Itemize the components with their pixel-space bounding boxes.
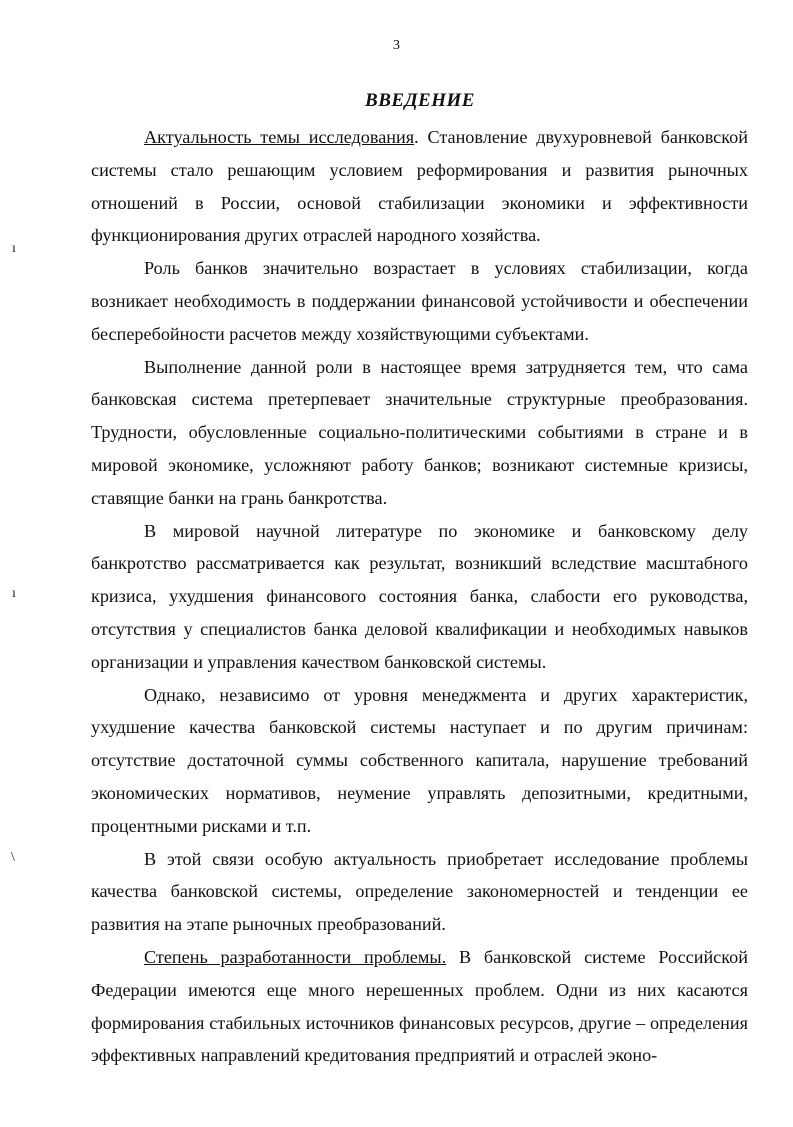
scan-speck-mark: \ (11, 850, 15, 865)
body-text (91, 121, 748, 1072)
paragraph-elaboration (91, 941, 748, 1072)
paragraph: Однако, независимо от уровня менеджмента и других характеристик, ухудшение качества банковской системы наступает и по другим причинам: отсутствие достаточной суммы собственного капитала, нарушение требований экономических нормативов, неумение управлять депозитными, кредитными, процентными рисками и т.п. (91, 684, 748, 836)
paragraph-lead: Актуальность темы исследования (144, 127, 415, 147)
scan-speck-mark: ı (12, 586, 16, 601)
page-number: 3 (393, 38, 400, 53)
paragraph-text: Становление двухуровневой банковской системы стало решающим условием реформирования и развития рыночных отношений в России, основой стабилизации экономики и эффективности функционирования других отраслей народного хозяйства. (91, 127, 748, 246)
paragraph-text: В банковской системе Российской Федерации имеются еще много нерешенных проблем. Одни из них касаются формирования стабильных источников финансовых ресурсов, другие – определения эффективных направлений кредитования предприятий и отраслей эконо- (91, 946, 748, 1066)
paragraph: Роль банков значительно возрастает в условиях стабилизации, когда возникает необходимость в поддержании финансовой устойчивости и обеспечении бесперебойности расчетов между хозяйствующими субъектами. (91, 258, 748, 344)
section-heading: ВВЕДЕНИЕ (365, 90, 475, 111)
paragraph: Выполнение данной роли в настоящее время затрудняется тем, что сама банковская система претерпевает значительные структурные преобразования. Трудности, обусловленные социально-политическими событиями в стране и в мировой экономике, усложняют работу банков; возникают системные кризисы, ставящие банки на грань банкротства. (91, 356, 748, 508)
paragraph: В этой связи особую актуальность приобретает исследование проблемы качества банковской системы, определение закономерностей и тенденции ее развития на этапе рыночных преобразований. (91, 848, 748, 935)
paragraph-lead: Степень разработанности проблемы. (144, 946, 447, 967)
paragraph-relevance: Актуальность темы исследования. Становление двухуровневой банковской системы стало решающим условием реформирования и развития рыночных отношений в России, основой стабилизации экономики и эффективности функционирования других отраслей народного хозяйства. (91, 127, 748, 246)
scan-speck-mark: ı (12, 241, 16, 256)
paragraph: В мировой научной литературе по экономике и банковскому делу банкротство рассматривается как результат, возникший вследствие масштабного кризиса, ухудшения финансового состояния банка, слабости его руководства, отсутствия у специалистов банка деловой квалификации и необходимых навыков организации и управления качеством банковской системы. (91, 520, 748, 672)
